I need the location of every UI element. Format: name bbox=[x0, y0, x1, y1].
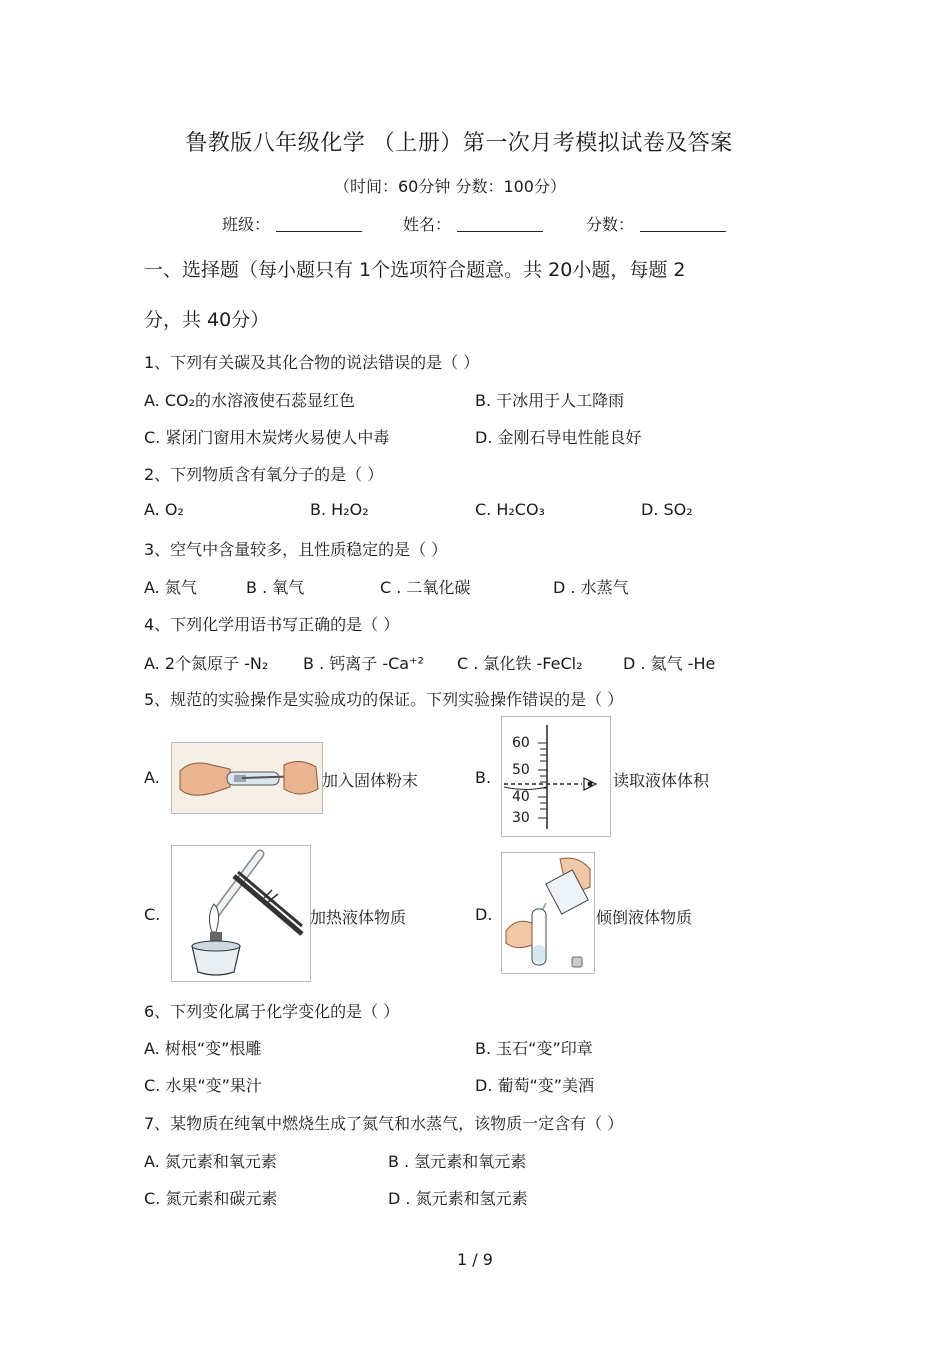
q3-option-d: D . 水蒸气 bbox=[553, 578, 629, 597]
q7-option-a: A. 氮元素和氧元素 bbox=[144, 1152, 277, 1171]
q7-option-c: C. 氮元素和碳元素 bbox=[144, 1189, 278, 1208]
q5-option-d-letter: D. bbox=[475, 905, 493, 924]
q1-stem: 1、下列有关碳及其化合物的说法错误的是（ ） bbox=[144, 353, 480, 372]
score-field bbox=[586, 212, 726, 235]
q5-option-c-text: 加热液体物质 bbox=[310, 908, 407, 927]
q4-option-a: A. 2个氮原子 -N₂ bbox=[144, 654, 269, 673]
q4-option-d: D . 氦气 -He bbox=[623, 654, 716, 673]
q7-option-d: D . 氮元素和氢元素 bbox=[388, 1189, 528, 1208]
name-label: 姓名： bbox=[403, 215, 452, 234]
q6-option-a: A. 树根“变”根雕 bbox=[144, 1039, 262, 1058]
q5-option-b-letter: B. bbox=[475, 768, 492, 787]
q6-option-d: D. 葡萄“变”美酒 bbox=[475, 1076, 595, 1095]
class-field bbox=[222, 212, 362, 235]
q1-option-d: D. 金刚石导电性能良好 bbox=[475, 428, 642, 447]
section-heading-line2: 分，共 40分） bbox=[144, 309, 270, 331]
exam-subtitle: （时间：60分钟 分数：100分） bbox=[334, 177, 566, 196]
q6-stem: 6、下列变化属于化学变化的是（ ） bbox=[144, 1002, 400, 1021]
q5-option-a-letter: A. bbox=[144, 768, 160, 787]
score-label: 分数： bbox=[586, 215, 635, 234]
scale-label-30: 30 bbox=[512, 810, 530, 826]
q2-stem: 2、下列物质含有氧分子的是（ ） bbox=[144, 465, 384, 484]
test-tube-holder-icon bbox=[172, 846, 310, 981]
class-blank bbox=[276, 217, 362, 232]
q2-option-a: A. O₂ bbox=[144, 500, 184, 519]
q5-stem: 5、规范的实验操作是实验成功的保证。下列实验操作错误的是（ ） bbox=[144, 690, 624, 709]
q3-option-c: C . 二氧化碳 bbox=[380, 578, 471, 597]
q4-option-c: C . 氯化铁 -FeCl₂ bbox=[457, 654, 583, 673]
q4-option-b: B . 钙离子 -Ca⁺² bbox=[303, 654, 424, 673]
scale-label-40: 40 bbox=[512, 789, 530, 805]
add-powder-figure bbox=[171, 742, 323, 814]
heat-liquid-figure bbox=[171, 845, 311, 982]
q5-option-d-text: 倾倒液体物质 bbox=[596, 908, 693, 927]
page-number: 1 / 9 bbox=[457, 1250, 493, 1269]
pouring-bottle-icon bbox=[502, 853, 594, 973]
q3-stem: 3、空气中含量较多，且性质稳定的是（ ） bbox=[144, 540, 448, 559]
name-field bbox=[403, 212, 543, 235]
q2-option-d: D. SO₂ bbox=[641, 500, 693, 519]
q3-option-b: B . 氧气 bbox=[246, 578, 305, 597]
q1-option-b: B. 干冰用于人工降雨 bbox=[475, 391, 625, 410]
q4-stem: 4、下列化学用语书写正确的是（ ） bbox=[144, 615, 400, 634]
q7-stem: 7、某物质在纯氧中燃烧生成了氮气和水蒸气，该物质一定含有（ ） bbox=[144, 1114, 624, 1133]
q1-option-a: A. CO₂的水溶液使石蕊显红色 bbox=[144, 391, 356, 410]
section-heading-line1: 一、选择题（每小题只有 1个选项符合题意。共 20小题，每题 2 bbox=[144, 259, 686, 281]
read-volume-figure bbox=[501, 716, 611, 837]
q6-option-b: B. 玉石“变”印章 bbox=[475, 1039, 593, 1058]
class-label: 班级： bbox=[222, 215, 271, 234]
hand-test-tube-icon bbox=[172, 743, 322, 813]
q2-option-c: C. H₂CO₃ bbox=[475, 500, 545, 519]
q7-option-b: B . 氢元素和氧元素 bbox=[388, 1152, 527, 1171]
q5-option-a-text: 加入固体粉末 bbox=[322, 771, 419, 790]
scale-label-60: 60 bbox=[512, 735, 530, 751]
q5-option-b-text: 读取液体体积 bbox=[613, 771, 710, 790]
score-blank bbox=[640, 217, 726, 232]
name-blank bbox=[457, 217, 543, 232]
q1-option-c: C. 紧闭门窗用木炭烤火易使人中毒 bbox=[144, 428, 390, 447]
q2-option-b: B. H₂O₂ bbox=[310, 500, 369, 519]
pour-liquid-figure bbox=[501, 852, 595, 974]
q6-option-c: C. 水果“变”果汁 bbox=[144, 1076, 262, 1095]
scale-label-50: 50 bbox=[512, 762, 530, 778]
page-title: 鲁教版八年级化学 （上册）第一次月考模拟试卷及答案 bbox=[185, 131, 733, 156]
q3-option-a: A. 氮气 bbox=[144, 578, 197, 597]
q5-option-c-letter: C. bbox=[144, 905, 161, 924]
